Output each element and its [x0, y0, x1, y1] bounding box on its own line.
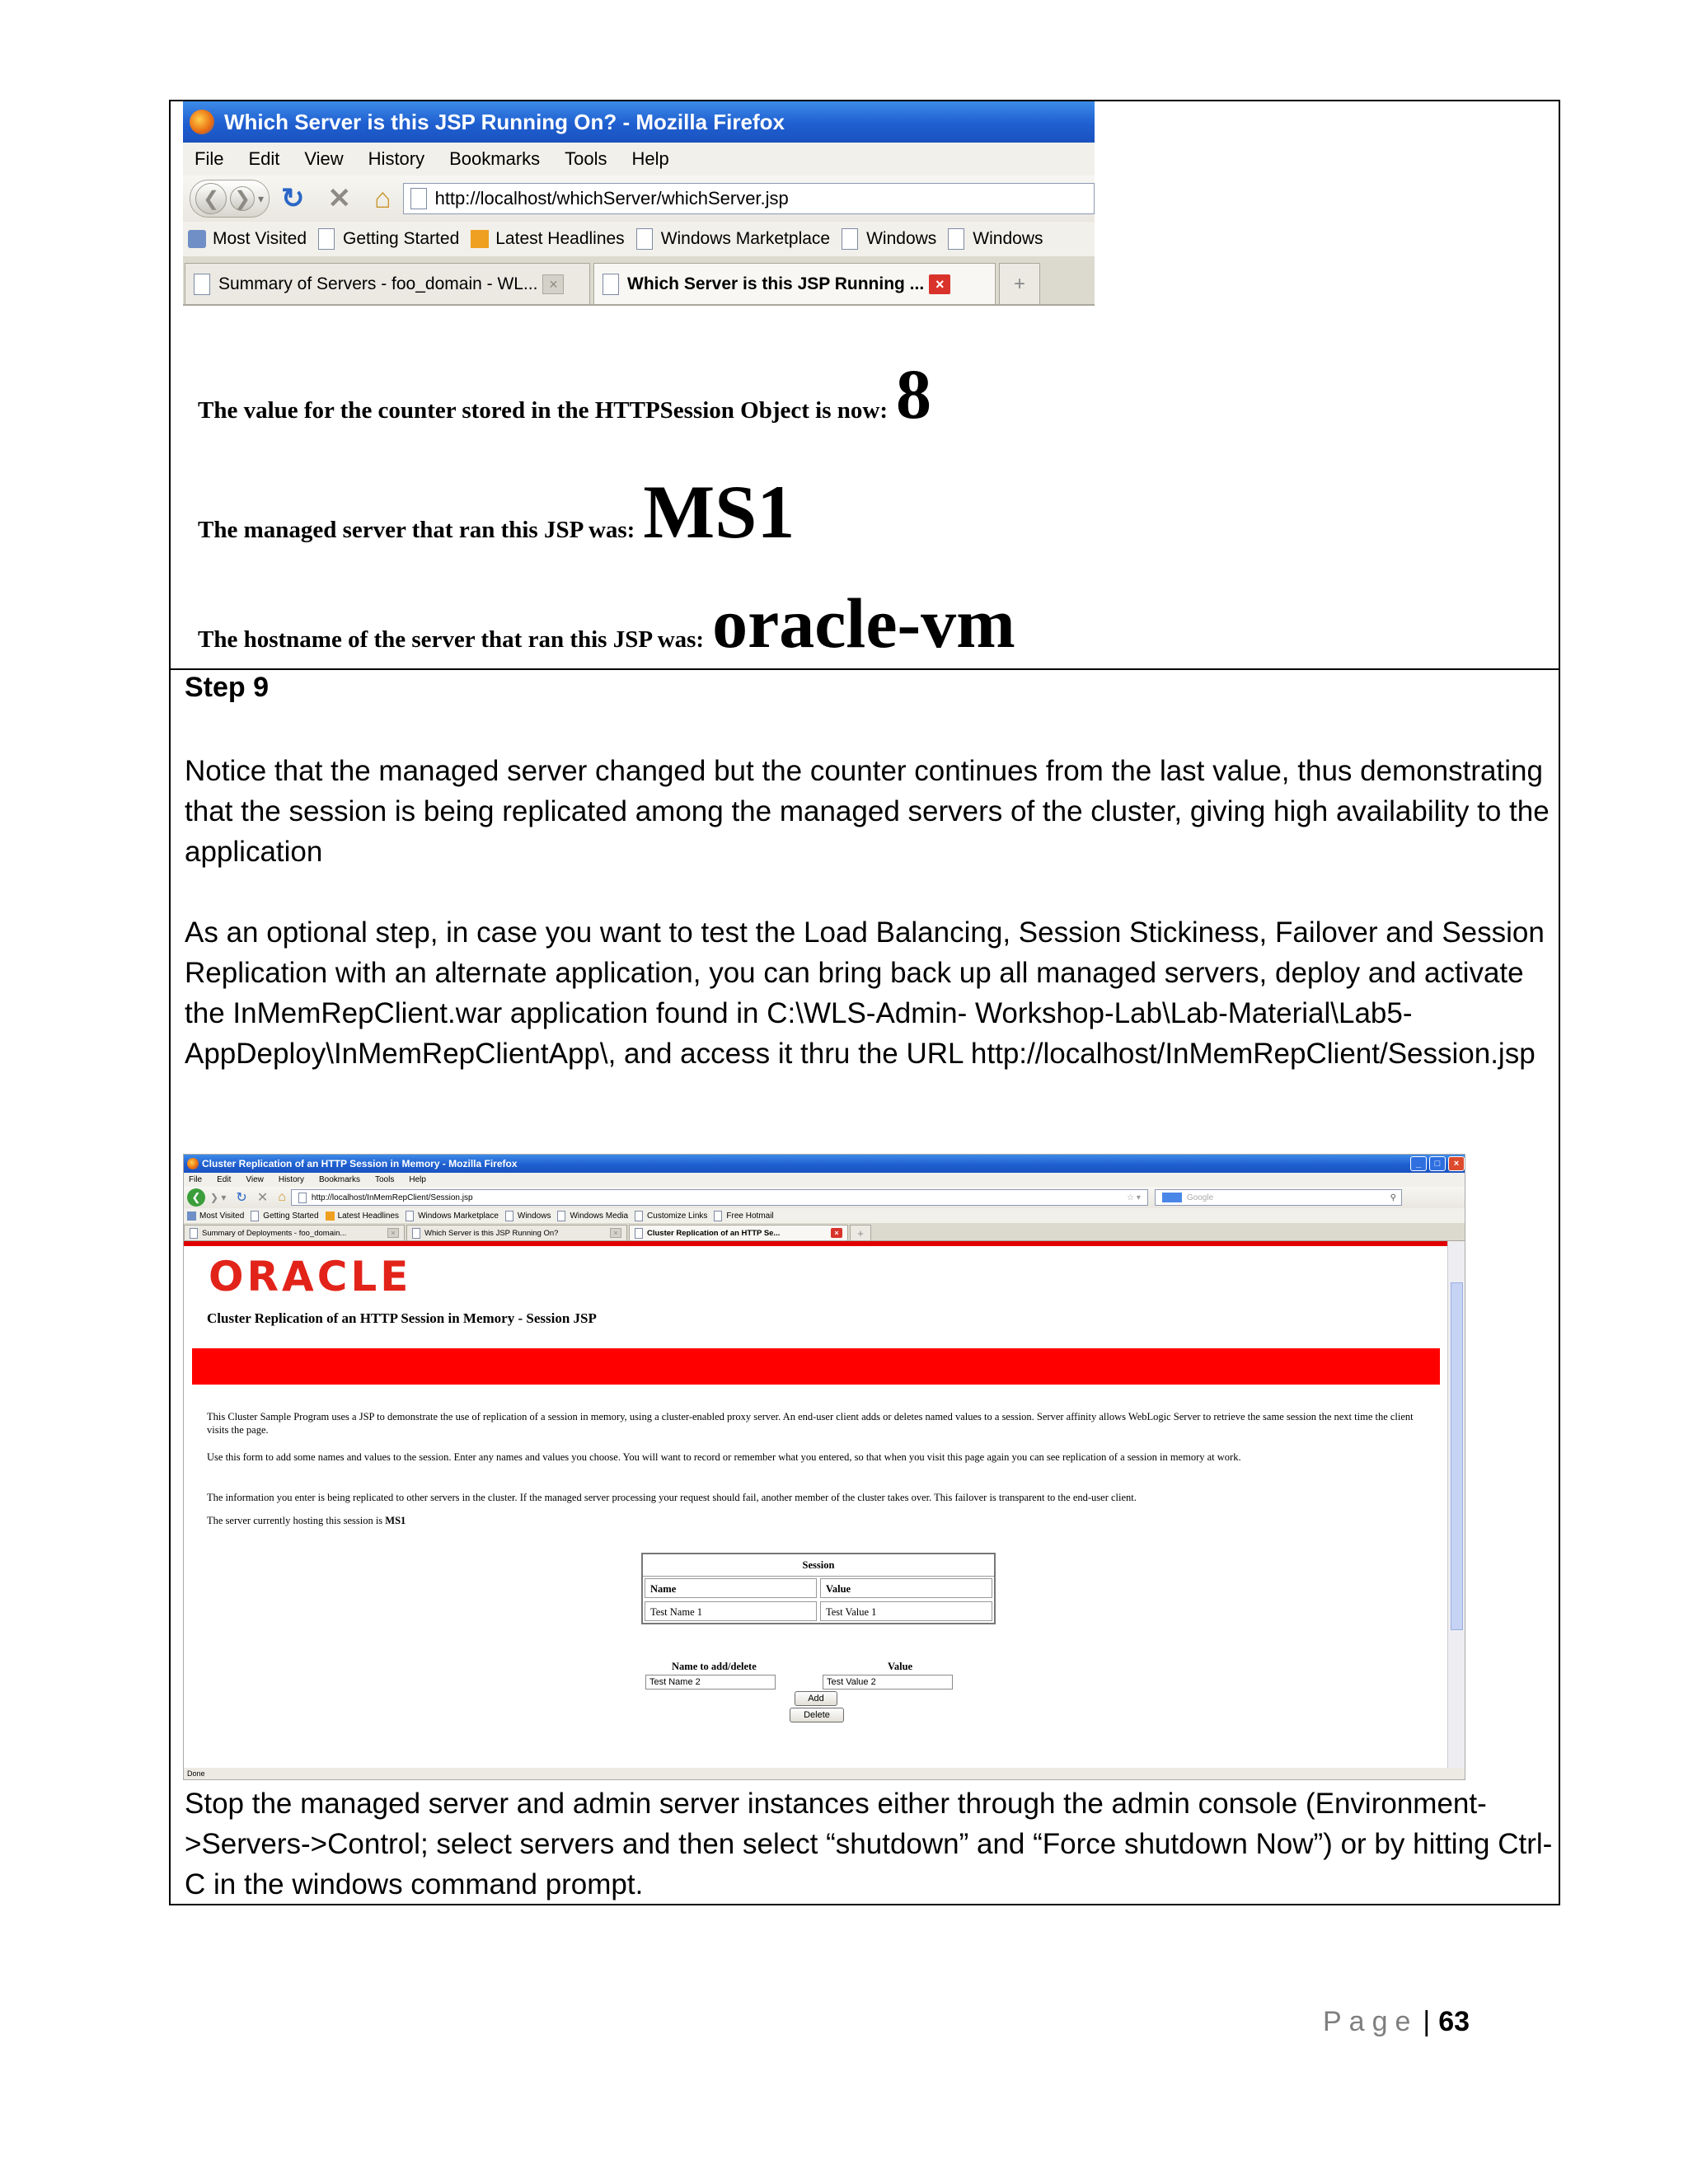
instructions-paragraph: Use this form to add some names and values to the session. Enter any names and values you choose. You will want to record or remember what you entered, so that when you visit this page again you can see replication of a session in memory at work.	[207, 1451, 1241, 1463]
paragraph-optional-step: As an optional step, in case you want to test the Load Balancing, Session Stickiness, Failover and Session Replication with an alternate application, you can bring back up all managed servers, deploy and activate the InMemRepClient.war application found in C:\WLS-Admin- Workshop-Lab\Lab-Material\Lab5-AppDeploy\InMemRepClientApp\, and access it thru the URL http://localhost/InMemRepClient/Session.jsp	[185, 916, 1545, 1070]
screenshot-cluster-replication	[183, 1154, 1465, 1780]
page-icon	[636, 228, 653, 250]
column-header-name: Name	[645, 1578, 817, 1598]
page-icon	[410, 188, 427, 209]
url-bar[interactable]: http://localhost/InMemRepClient/Session.jsp ☆ ▾	[291, 1189, 1148, 1206]
counter-value: 8	[895, 354, 931, 434]
forward-icon[interactable]: ❯	[230, 186, 255, 211]
star-icon[interactable]: ☆ ▾	[1127, 1193, 1141, 1202]
table-cell-value: Test Value 1	[820, 1601, 992, 1621]
search-icon[interactable]: ⚲	[1390, 1193, 1396, 1202]
oracle-logo: ORACLE	[209, 1253, 412, 1301]
close-tab-icon[interactable]: ×	[542, 274, 564, 294]
menu-bookmarks[interactable]: Bookmarks	[318, 1175, 360, 1184]
page-word: Page	[1323, 2006, 1418, 2037]
menu-help[interactable]: Help	[631, 148, 669, 169]
value-input[interactable]: Test Value 2	[823, 1675, 953, 1690]
menu-file[interactable]: File	[189, 1175, 203, 1184]
page-icon	[412, 1228, 420, 1239]
menu-bookmarks[interactable]: Bookmarks	[449, 148, 541, 169]
bookmark-most-visited[interactable]: Most Visited	[187, 1212, 244, 1221]
vertical-scrollbar[interactable]	[1447, 1241, 1465, 1769]
bookmark-most-visited[interactable]: Most Visited	[188, 229, 307, 249]
url-text: http://localhost/whichServer/whichServer.jsp	[434, 188, 789, 209]
page-icon	[635, 1211, 643, 1221]
plus-icon: +	[1013, 272, 1025, 295]
session-table-caption: Session	[643, 1554, 994, 1577]
menu-edit[interactable]: Edit	[248, 148, 280, 169]
menu-bar	[184, 1173, 1465, 1187]
hostname-line: The hostname of the server that ran this JSP was: oracle-vm	[198, 583, 1015, 663]
close-tab-icon[interactable]: ×	[929, 274, 950, 294]
bookmark-windows-marketplace[interactable]: Windows Marketplace	[636, 228, 830, 250]
delete-button[interactable]: Delete	[790, 1708, 844, 1722]
close-tab-icon[interactable]: ×	[831, 1228, 842, 1238]
forward-icon[interactable]: ❯ ▾	[210, 1192, 227, 1203]
menu-history[interactable]: History	[368, 148, 425, 169]
firefox-icon	[187, 1158, 199, 1169]
hosting-line: The server currently hosting this session is MS1	[207, 1515, 406, 1526]
home-icon[interactable]: ⌂	[278, 1190, 286, 1204]
window-titlebar	[184, 1155, 1465, 1173]
footer-separator: |	[1423, 2006, 1431, 2037]
screenshot-which-server	[183, 101, 1095, 324]
page-icon	[406, 1211, 414, 1221]
minimize-icon[interactable]: _	[1410, 1156, 1427, 1171]
page-icon	[190, 1228, 198, 1239]
menu-view[interactable]: View	[304, 148, 344, 169]
step-heading: Step 9	[185, 672, 270, 703]
bookmark-latest-headlines[interactable]: Latest Headlines	[471, 229, 624, 249]
page-title: Cluster Replication of an HTTP Session in Memory - Session JSP	[207, 1310, 597, 1326]
menu-bar	[183, 143, 1095, 176]
history-dropdown-icon[interactable]: ▾	[258, 191, 265, 205]
column-header-value: Value	[820, 1578, 992, 1598]
tab-which-server[interactable]: Which Server is this JSP Running ... ×	[593, 263, 996, 304]
session-table	[641, 1553, 996, 1624]
reload-icon[interactable]: ↻	[281, 183, 305, 214]
tab-cluster-replication[interactable]: Cluster Replication of an HTTP Se... ×	[629, 1225, 848, 1240]
page-number: 63	[1438, 2006, 1470, 2037]
menu-view[interactable]: View	[246, 1175, 264, 1184]
managed-server-value: MS1	[643, 470, 795, 554]
paragraph-notice: Notice that the managed server changed but the counter continues from the last value, thus demonstrating that the session is being replicated among the managed servers of the cluster, giving high availability to the application	[185, 755, 1550, 868]
new-tab-button[interactable]	[850, 1225, 871, 1240]
close-tab-icon[interactable]: ×	[387, 1228, 399, 1238]
page-icon	[557, 1211, 565, 1221]
bookmark-getting-started[interactable]: Getting Started	[318, 228, 459, 250]
page-icon	[842, 228, 858, 250]
bookmark-windows[interactable]: Windows	[505, 1211, 551, 1221]
page-icon	[251, 1211, 259, 1221]
rss-icon	[471, 230, 489, 248]
tab-summary-of-deployments[interactable]: Summary of Deployments - foo_domain... ×	[184, 1225, 405, 1240]
maximize-icon[interactable]: □	[1429, 1156, 1446, 1171]
close-tab-icon[interactable]: ×	[610, 1228, 621, 1238]
menu-history[interactable]: History	[278, 1175, 304, 1184]
bookmark-windows-media[interactable]: Windows Media	[557, 1211, 628, 1221]
page-icon	[714, 1211, 722, 1221]
bookmark-customize-links[interactable]: Customize Links	[635, 1211, 707, 1221]
home-icon[interactable]: ⌂	[374, 182, 392, 214]
counter-line: The value for the counter stored in the HTTPSession Object is now: 8	[198, 354, 931, 434]
reload-icon[interactable]: ↻	[236, 1191, 247, 1205]
window-title: Cluster Replication of an HTTP Session in Memory - Mozilla Firefox	[202, 1158, 518, 1169]
table-cell-name: Test Name 1	[645, 1601, 817, 1621]
navigation-toolbar	[184, 1187, 1465, 1208]
red-banner	[192, 1348, 1440, 1385]
window-title: Which Server is this JSP Running On? - Mozilla Firefox	[224, 109, 785, 134]
menu-edit[interactable]: Edit	[217, 1175, 232, 1184]
search-engine-icon[interactable]	[1162, 1193, 1182, 1202]
hostname-value: oracle-vm	[712, 583, 1015, 663]
menu-tools[interactable]: Tools	[375, 1175, 395, 1184]
tab-which-server[interactable]: Which Server is this JSP Running On? ×	[406, 1225, 627, 1240]
failover-paragraph: The information you enter is being replicated to other servers in the cluster. If the managed server processing your request should fail, another member of the cluster takes over. This failover is transparent to the end-user client.	[207, 1492, 1137, 1503]
section-divider	[169, 668, 1560, 670]
window-controls	[1408, 1156, 1465, 1171]
page-icon	[635, 1228, 643, 1239]
bookmark-free-hotmail[interactable]: Free Hotmail	[714, 1211, 773, 1221]
most-visited-icon	[187, 1212, 196, 1221]
scrollbar-thumb[interactable]	[1451, 1282, 1463, 1630]
page-footer	[1323, 2006, 1470, 2038]
page-icon	[194, 274, 210, 295]
top-red-rule	[184, 1241, 1448, 1246]
search-input[interactable]: Google ⚲	[1155, 1189, 1402, 1206]
bookmark-windows-2[interactable]: Windows	[948, 228, 1043, 250]
add-button[interactable]: Add	[795, 1691, 837, 1706]
most-visited-icon	[188, 230, 206, 248]
new-tab-button[interactable]	[999, 263, 1040, 304]
window-titlebar	[183, 101, 1095, 143]
menu-file[interactable]: File	[195, 148, 224, 169]
bookmark-latest-headlines[interactable]: Latest Headlines	[326, 1212, 400, 1221]
page-icon	[603, 274, 619, 295]
tab-bar	[184, 1223, 1465, 1241]
bookmarks-toolbar	[183, 222, 1095, 256]
stop-icon[interactable]: ✕	[327, 183, 352, 214]
page-icon	[318, 228, 335, 250]
table-row	[643, 1600, 994, 1623]
managed-server-line: The managed server that ran this JSP was: MS1	[198, 470, 795, 554]
rss-icon	[326, 1212, 335, 1221]
intro-paragraph: This Cluster Sample Program uses a JSP to demonstrate the use of replication of a session in memory, using a cluster-enabled proxy server. An end-user client adds or deletes named values to a session. Server affinity allows WebLogic Server to retrieve the same session the next time the client visits the page.	[207, 1411, 1414, 1436]
page-icon	[298, 1193, 307, 1203]
firefox-icon	[190, 110, 214, 134]
back-icon[interactable]: ❮	[195, 183, 227, 214]
menu-help[interactable]: Help	[409, 1175, 426, 1184]
url-bar[interactable]	[403, 183, 1095, 214]
navigation-toolbar	[183, 176, 1095, 222]
bookmark-windows[interactable]: Windows	[842, 228, 936, 250]
stop-icon[interactable]: ✕	[256, 1191, 269, 1205]
value-field-label: Value	[888, 1661, 913, 1672]
bookmark-getting-started[interactable]: Getting Started	[251, 1211, 318, 1221]
page-content	[184, 1241, 1448, 1769]
name-field-label: Name to add/delete	[672, 1661, 757, 1672]
hosting-server-value: MS1	[385, 1515, 406, 1526]
paragraph-stop-servers: Stop the managed server and admin server instances either through the admin console (Environment->Servers->Control; select servers and then select “shutdown” and “Force shutdown Now”) or by hitting Ctrl-C in the windows command prompt.	[185, 1788, 1553, 1900]
plus-icon: +	[857, 1226, 864, 1240]
status-bar: Done	[184, 1768, 1465, 1779]
bookmarks-toolbar	[184, 1208, 1465, 1223]
menu-tools[interactable]: Tools	[565, 148, 607, 169]
page-icon	[948, 228, 964, 250]
table-header-row	[643, 1577, 994, 1600]
back-icon[interactable]: ❮	[187, 1188, 205, 1207]
name-input[interactable]: Test Name 2	[645, 1675, 776, 1690]
page-icon	[505, 1211, 513, 1221]
bookmark-windows-marketplace[interactable]: Windows Marketplace	[406, 1211, 499, 1221]
tab-bar	[183, 256, 1095, 306]
tab-summary-of-servers[interactable]: Summary of Servers - foo_domain - WL... ×	[185, 263, 590, 304]
close-icon[interactable]: ×	[1448, 1156, 1465, 1171]
back-forward-group	[190, 180, 270, 218]
